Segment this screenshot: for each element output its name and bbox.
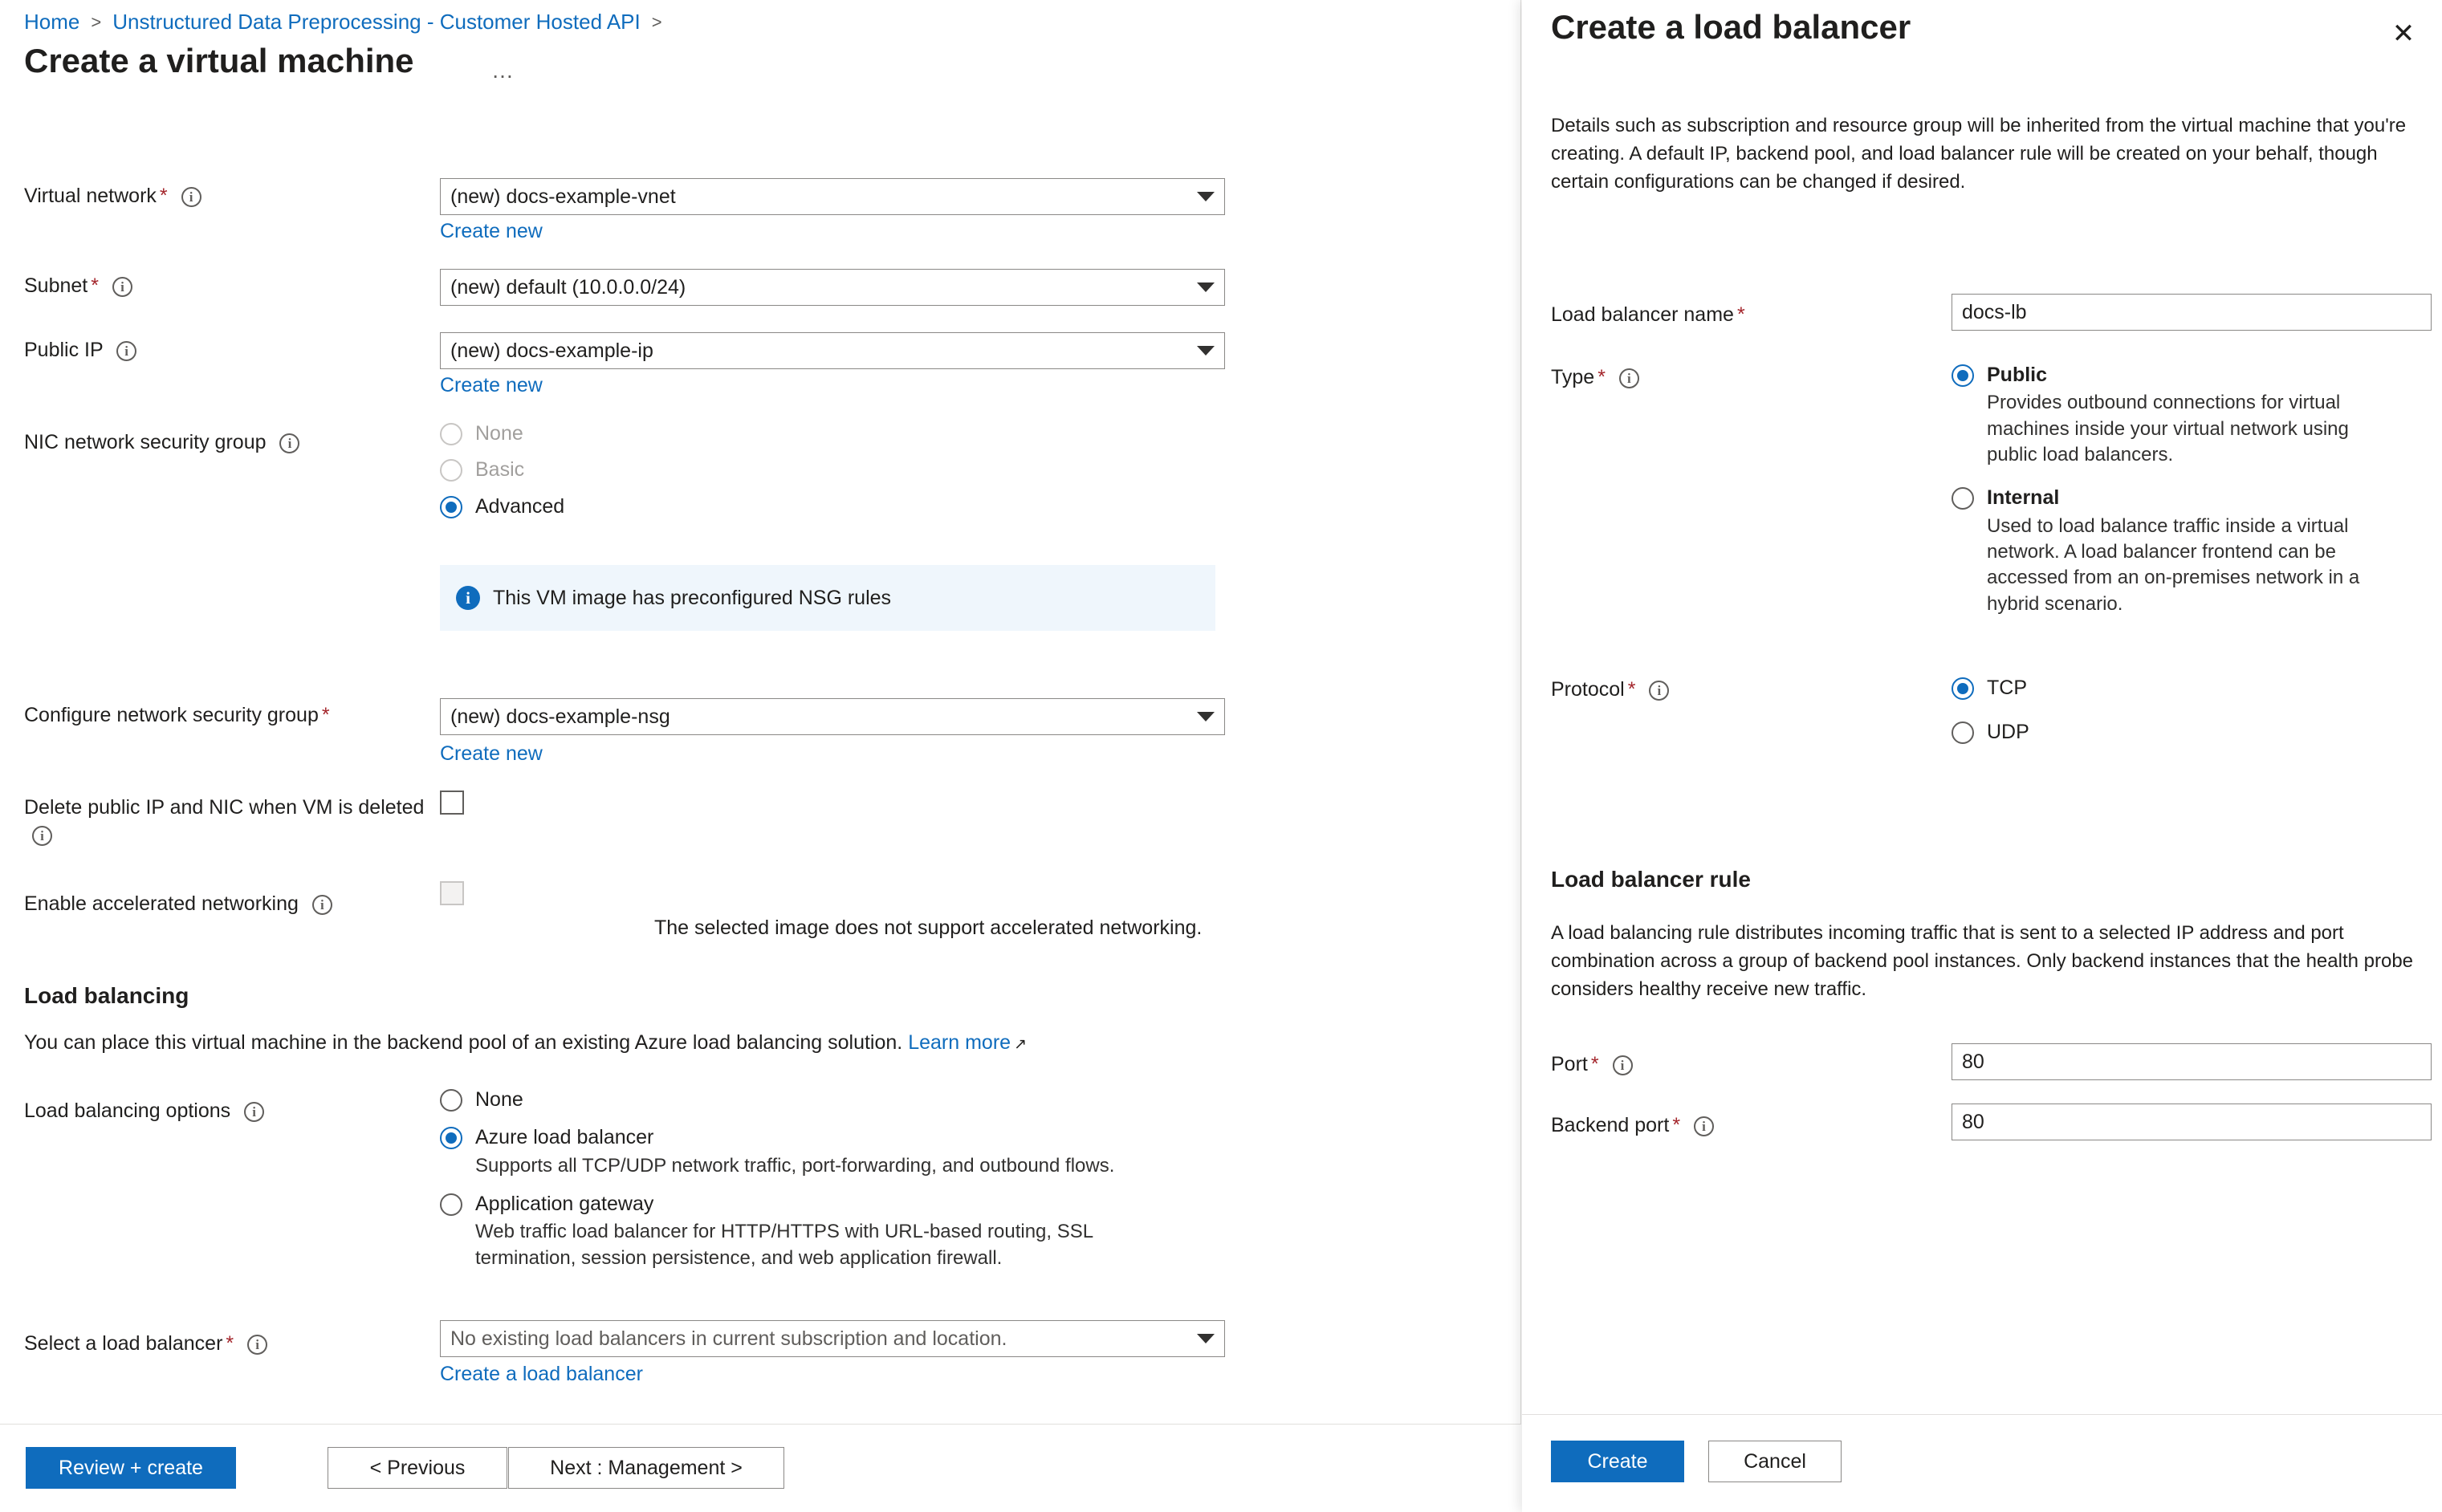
info-icon[interactable]: i [312, 895, 332, 915]
radio-icon-selected [1952, 677, 1974, 700]
lb-protocol-radio-group [1952, 676, 2337, 754]
public-ip-create-new-link[interactable]: Create new [440, 374, 543, 396]
lb-type-radio-group [1952, 363, 2417, 625]
required-mark: * [159, 185, 168, 207]
lb-option-none[interactable] [440, 1087, 1211, 1112]
wizard-footer [0, 1424, 1521, 1512]
nic-nsg-option-advanced-label: Advanced [475, 494, 565, 518]
nic-nsg-radio-group [440, 421, 1002, 527]
public-ip-label: Public IP i [24, 337, 281, 364]
lb-port-input[interactable] [1952, 1043, 2432, 1080]
chevron-down-icon [1197, 192, 1215, 201]
breadcrumb-parent[interactable]: Unstructured Data Preprocessing - Customer Hosted API [112, 10, 641, 34]
lb-backend-port-label: Backend port * i [1551, 1114, 1904, 1137]
lb-type-internal[interactable] [1952, 486, 2417, 617]
required-mark: * [1627, 678, 1636, 701]
select-load-balancer-label: Select a load balancer * i [24, 1331, 361, 1358]
lb-protocol-label: Protocol * i [1551, 678, 1904, 701]
select-load-balancer-value: No existing load balancers in current subscription and location. [450, 1327, 1007, 1350]
info-icon[interactable]: i [181, 187, 201, 207]
nic-nsg-option-basic[interactable] [440, 457, 1002, 482]
lb-type-internal-desc: Used to load balance traffic inside a virtual network. A load balancer frontend can be accessed from an on-premises network in a hybrid scenario. [1987, 514, 2360, 615]
more-actions-button[interactable]: … [491, 58, 516, 83]
lb-backend-port-input[interactable] [1952, 1104, 2432, 1140]
lb-rule-description: A load balancing rule distributes incoming traffic that is sent to a selected IP address and port combination across a group of backend pool instances. Only backend instances that the health probe considers healthy receive new traffic. [1551, 922, 2414, 1000]
configure-nsg-create-new-link[interactable]: Create new [440, 742, 543, 765]
lb-option-application-gateway-label: Application gateway [475, 1192, 654, 1215]
cancel-button[interactable]: Cancel [1708, 1441, 1842, 1482]
create-load-balancer-link[interactable]: Create a load balancer [440, 1363, 643, 1385]
lb-option-application-gateway[interactable] [440, 1192, 1211, 1271]
required-mark: * [1597, 366, 1606, 388]
delete-public-ip-label: Delete public IP and NIC when VM is deleted i [24, 795, 425, 849]
accelerated-networking-label: Enable accelerated networking i [24, 891, 425, 918]
create-button[interactable]: Create [1551, 1441, 1684, 1482]
close-icon[interactable]: ✕ [2391, 18, 2416, 49]
chevron-down-icon [1197, 346, 1215, 356]
lb-option-azure-load-balancer-desc: Supports all TCP/UDP network traffic, port-forwarding, and outbound flows. [475, 1154, 1115, 1177]
lb-type-public-desc: Provides outbound connections for virtual machines inside your virtual network using public load balancers. [1987, 392, 2349, 466]
radio-icon [440, 1089, 462, 1112]
lb-protocol-udp[interactable] [1952, 720, 2337, 745]
lb-type-public[interactable] [1952, 363, 2417, 468]
panel-footer [1522, 1414, 2442, 1512]
lb-name-value: docs-lb [1962, 300, 2027, 323]
nic-nsg-option-none-label: None [475, 422, 523, 445]
panel-title: Create a load balancer [1551, 8, 1911, 46]
external-link-icon: ↗ [1014, 1036, 1027, 1053]
info-icon[interactable]: i [279, 433, 299, 453]
virtual-network-create-new-link[interactable]: Create new [440, 220, 543, 242]
lb-protocol-tcp[interactable] [1952, 676, 2337, 701]
radio-icon [1952, 487, 1974, 510]
radio-icon [440, 459, 462, 482]
chevron-down-icon [1197, 1334, 1215, 1343]
nic-nsg-option-none[interactable] [440, 421, 1002, 446]
create-load-balancer-panel [1522, 0, 2442, 1512]
nsg-info-banner [440, 565, 1215, 631]
subnet-select[interactable] [440, 269, 1225, 306]
virtual-network-value: (new) docs-example-vnet [450, 185, 676, 208]
info-icon[interactable]: i [1613, 1055, 1633, 1075]
nic-nsg-label: NIC network security group i [24, 429, 345, 457]
public-ip-select[interactable] [440, 332, 1225, 369]
lb-type-internal-label: Internal [1987, 486, 2060, 510]
radio-icon-selected [440, 496, 462, 518]
page-title: Create a virtual machine [24, 42, 414, 79]
info-icon[interactable]: i [32, 826, 52, 846]
review-create-button[interactable]: Review + create [26, 1447, 236, 1489]
radio-icon-selected [440, 1127, 462, 1149]
required-mark: * [226, 1332, 234, 1355]
info-icon[interactable]: i [112, 277, 132, 297]
configure-nsg-label: Configure network security group * [24, 704, 330, 726]
nic-nsg-option-basic-label: Basic [475, 458, 525, 482]
panel-description: Details such as subscription and resource group will be inherited from the virtual machine that you're creating. A default IP, backend pool, and load balancer rule will be created on your behalf, though certain configurations can be changed if desired. [1551, 115, 2407, 193]
lb-name-input[interactable] [1952, 294, 2432, 331]
info-icon: i [456, 586, 480, 610]
lb-type-public-label: Public [1987, 364, 2048, 386]
radio-icon [440, 1193, 462, 1216]
lb-rule-heading: Load balancer rule [1551, 867, 1751, 892]
nic-nsg-option-advanced[interactable] [440, 494, 1002, 519]
radio-icon [1952, 721, 1974, 744]
chevron-down-icon [1197, 712, 1215, 721]
required-mark: * [321, 704, 330, 726]
radio-icon-selected [1952, 364, 1974, 387]
next-management-button[interactable]: Next : Management > [508, 1447, 784, 1489]
lb-option-none-label: None [475, 1088, 523, 1111]
lb-name-label: Load balancer name * [1551, 303, 1745, 326]
configure-nsg-value: (new) docs-example-nsg [450, 705, 670, 728]
info-icon[interactable]: i [1694, 1116, 1714, 1136]
lb-port-label: Port * i [1551, 1053, 1904, 1076]
public-ip-value: (new) docs-example-ip [450, 339, 653, 362]
breadcrumb [24, 10, 662, 35]
lb-port-value: 80 [1962, 1050, 1984, 1073]
required-mark: * [1672, 1114, 1681, 1136]
load-balancing-options-group [440, 1087, 1211, 1279]
lb-option-azure-load-balancer[interactable] [440, 1125, 1211, 1179]
lb-protocol-tcp-label: TCP [1987, 677, 2027, 699]
configure-nsg-select[interactable] [440, 698, 1225, 735]
virtual-network-select[interactable] [440, 178, 1225, 215]
lb-option-azure-load-balancer-label: Azure load balancer [475, 1126, 654, 1149]
select-load-balancer-dropdown[interactable] [440, 1320, 1225, 1357]
info-icon[interactable]: i [244, 1102, 264, 1122]
load-balancing-description: You can place this virtual machine in the backend pool of an existing Azure load balancing solution. Learn more ↗ [24, 1031, 1027, 1054]
required-mark: * [1736, 303, 1745, 326]
subnet-label: Subnet * i [24, 273, 281, 300]
lb-protocol-udp-label: UDP [1987, 721, 2029, 744]
breadcrumb-separator-2: > [651, 11, 662, 32]
delete-public-ip-checkbox[interactable] [440, 791, 464, 815]
info-icon[interactable]: i [116, 341, 136, 361]
load-balancing-options-label: Load balancing options i [24, 1098, 345, 1125]
info-icon[interactable]: i [1619, 368, 1639, 388]
chevron-down-icon [1197, 282, 1215, 292]
previous-button[interactable]: < Previous [328, 1447, 507, 1489]
virtual-network-label: Virtual network * i [24, 183, 281, 210]
required-mark: * [1590, 1053, 1599, 1075]
breadcrumb-separator-1: > [91, 11, 102, 32]
breadcrumb-home[interactable]: Home [24, 10, 80, 34]
accelerated-networking-checkbox[interactable] [440, 881, 464, 905]
subnet-value: (new) default (10.0.0.0/24) [450, 275, 686, 299]
lb-backend-port-value: 80 [1962, 1110, 1984, 1133]
load-balancing-heading: Load balancing [24, 983, 189, 1008]
info-icon[interactable]: i [247, 1335, 267, 1355]
lb-type-label: Type * i [1551, 366, 1904, 389]
info-icon[interactable]: i [1649, 681, 1669, 701]
nsg-info-banner-text: This VM image has preconfigured NSG rules [493, 586, 892, 609]
learn-more-link[interactable]: Learn more [908, 1031, 1011, 1054]
accelerated-networking-note: The selected image does not support accelerated networking. [654, 917, 1203, 939]
radio-icon [440, 423, 462, 445]
required-mark: * [91, 274, 99, 297]
lb-option-application-gateway-desc: Web traffic load balancer for HTTP/HTTPS with URL-based routing, SSL termination, session persistence, and web application firewall. [475, 1221, 1093, 1269]
